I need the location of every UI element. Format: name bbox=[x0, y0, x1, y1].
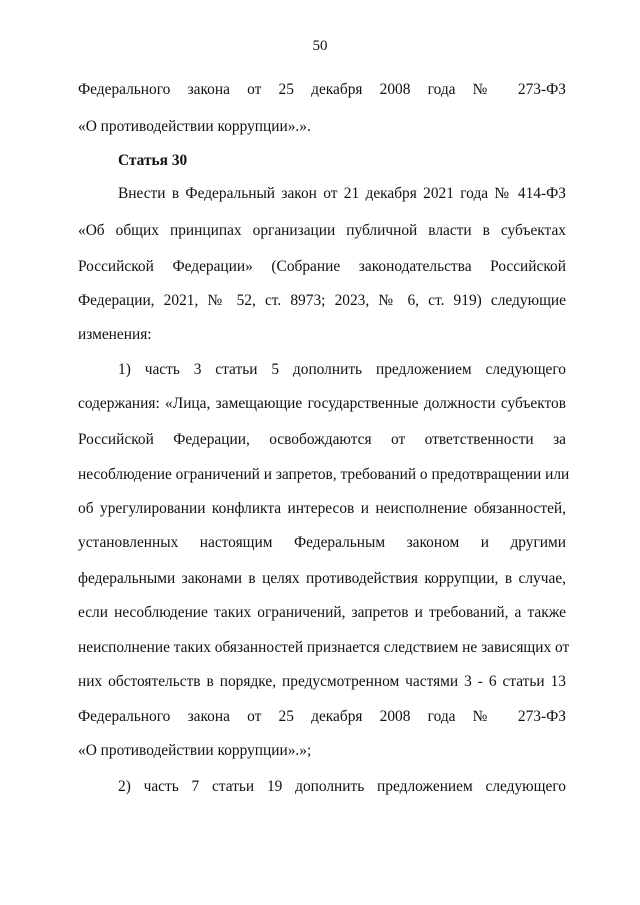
text-line: содержания: «Лица, замещающие государственные должности субъектов bbox=[78, 395, 566, 412]
text-line: об урегулировании конфликта интересов и неисполнение обязанностей, bbox=[78, 500, 566, 517]
text-line: федеральными законами в целях противодействия коррупции, в случае, bbox=[78, 570, 566, 587]
page-number: 50 bbox=[312, 38, 328, 54]
text-line: «О противодействии коррупции».»; bbox=[78, 742, 312, 759]
text-line: Федерального закона от 25 декабря 2008 года № 273-ФЗ bbox=[78, 81, 566, 98]
text-line: «О противодействии коррупции».». bbox=[78, 118, 311, 135]
article-heading: Статья 30 bbox=[118, 152, 188, 169]
text-line: неисполнение таких обязанностей признается следствием не зависящих от bbox=[78, 639, 570, 656]
text-line: Федерального закона от 25 декабря 2008 года № 273-ФЗ bbox=[78, 708, 566, 725]
text-line: них обстоятельств в порядке, предусмотренном частями 3 - 6 статьи 13 bbox=[78, 673, 566, 690]
text-line: «Об общих принципах организации публичной власти в субъектах bbox=[78, 222, 566, 239]
text-line: несоблюдение ограничений и запретов, требований о предотвращении или bbox=[78, 466, 570, 483]
text-line: установленных настоящим Федеральным законом и другими bbox=[78, 534, 566, 551]
text-line: Российской Федерации» (Собрание законодательства Российской bbox=[78, 258, 566, 275]
text-line: Российской Федерации, освобождаются от ответственности за bbox=[78, 431, 566, 448]
text-line: если несоблюдение таких ограничений, запретов и требований, а также bbox=[78, 604, 566, 621]
text-line: изменения: bbox=[78, 326, 152, 343]
text-line: Федерации, 2021, № 52, ст. 8973; 2023, № 6, ст. 919) следующие bbox=[78, 292, 566, 309]
text-line: 2) часть 7 статьи 19 дополнить предложением следующего bbox=[118, 778, 566, 795]
text-line: Внести в Федеральный закон от 21 декабря 2021 года № 414-ФЗ bbox=[118, 185, 566, 202]
text-line: 1) часть 3 статьи 5 дополнить предложением следующего bbox=[118, 361, 566, 378]
